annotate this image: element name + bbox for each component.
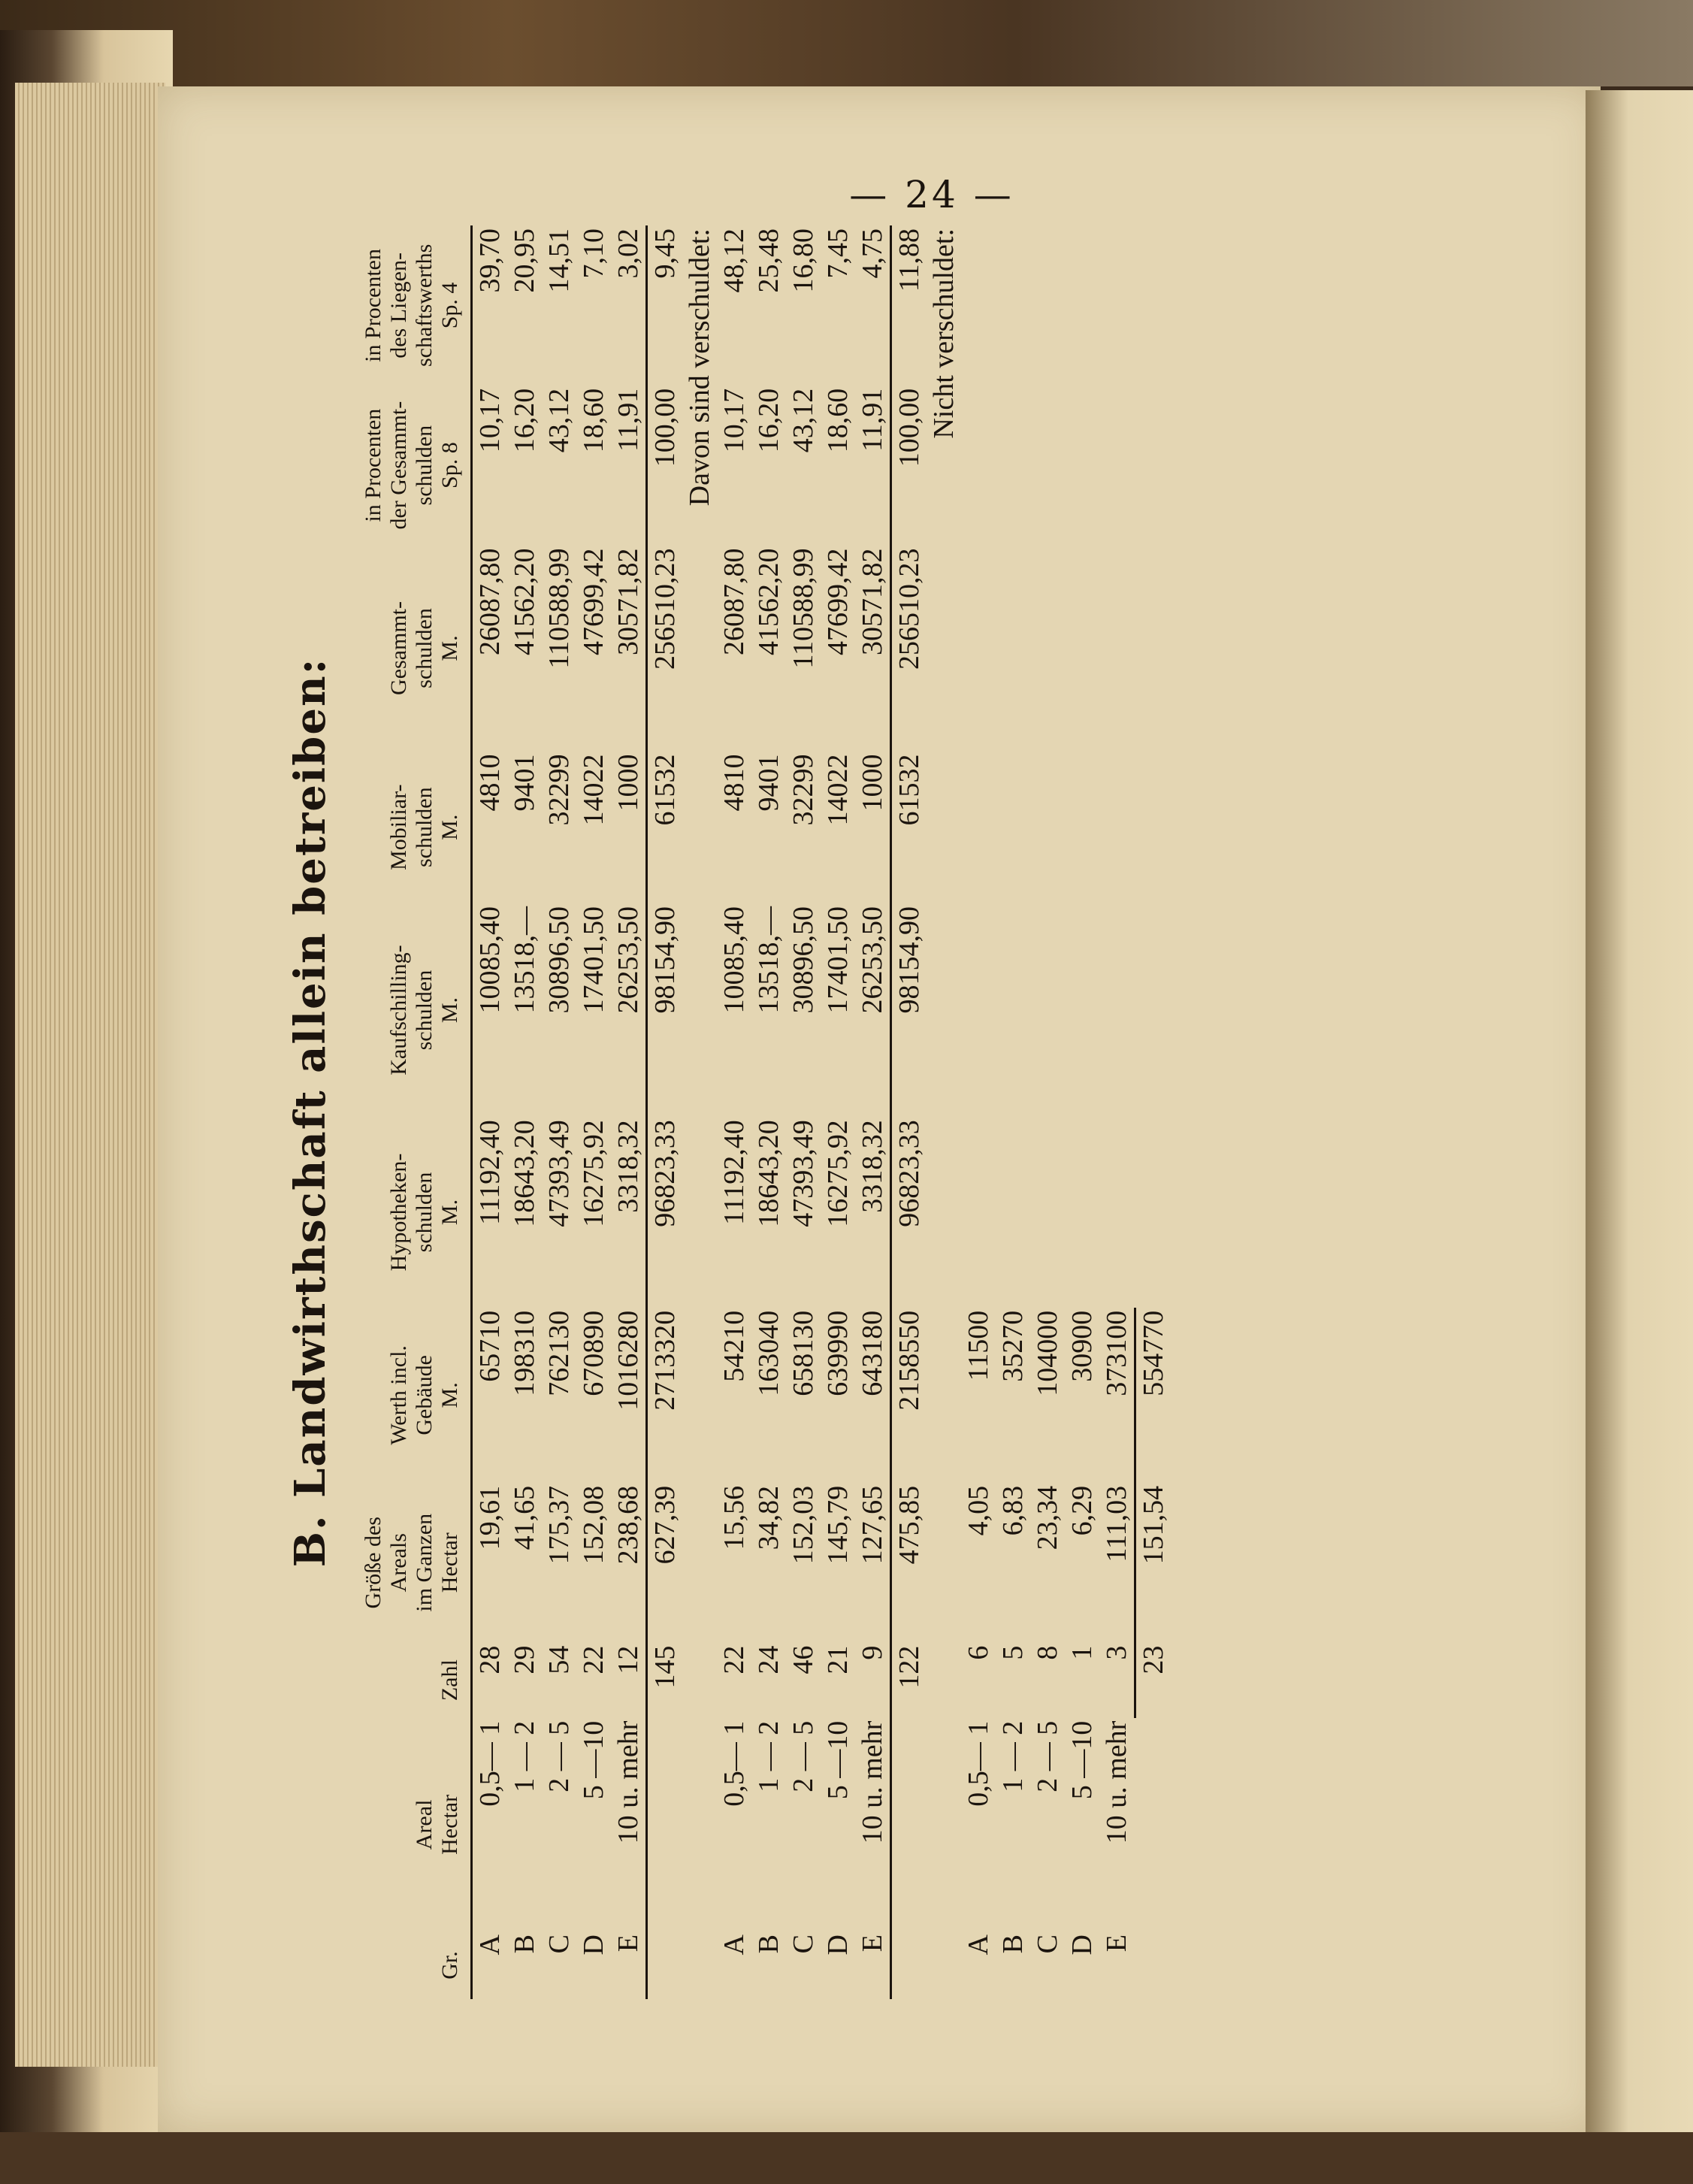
cell-mobiliar: 4810 9401 32299 14022 1000 <box>472 752 647 903</box>
total-werth: 2713320 <box>647 1308 683 1483</box>
total-grosse: 475,85 <box>891 1483 927 1643</box>
book-cover-top <box>0 0 1693 86</box>
col-header-gr: Gr. <box>437 1951 462 1980</box>
section-title: B. Landwirthschaft allein betreiben: <box>286 657 335 1568</box>
section-caption-nicht-verschuldet: Nicht verschuldet: <box>928 228 960 439</box>
total-pct-sp4: 11,88 <box>891 225 927 386</box>
cell-gr: A B C D E <box>963 1934 1132 1956</box>
total-zahl: 122 <box>891 1643 927 1718</box>
cell-pct-sp8: 10,17 16,20 43,12 18,60 11,91 <box>718 388 888 453</box>
caption-row <box>927 225 961 1999</box>
col-header-kaufschilling: Kaufschilling- schulden M. <box>386 945 462 1075</box>
page-edges <box>15 83 165 2067</box>
cell-hypothek: 11192,40 18643,20 47393,49 16275,92 3318,32 <box>472 1117 647 1308</box>
col-header-pct-sp4: in Procenten des Liegen- schaftswerths Sp. 4 <box>361 244 462 368</box>
cell-kaufschilling: 10085,40 13518,— 30896,50 17401,50 26253,50 <box>718 906 888 1014</box>
cell-grosse: 4,05 6,83 23,34 6,29 111,03 <box>963 1485 1132 1562</box>
total-grosse: 627,39 <box>647 1483 683 1643</box>
col-header-pct-sp8: in Procenten der Gesammt- schulden Sp. 8 <box>361 401 462 530</box>
caption-row <box>682 225 717 1999</box>
total-kaufschilling: 98154,90 <box>891 903 927 1117</box>
total-werth: 2158550 <box>891 1308 927 1483</box>
total-gesammt: 256510,23 <box>647 545 683 751</box>
cell-gr: A B C D E <box>718 1934 888 1956</box>
cell-grosse: 15,56 34,82 152,03 145,79 127,65 <box>718 1485 888 1565</box>
section-caption-verschuldet: Davon sind verschuldet: <box>684 228 715 507</box>
col-header-grosse: Größe des Areals im Ganzen Hectar <box>361 1513 462 1612</box>
cell-pct-sp4: 48,12 25,48 16,80 7,45 4,75 <box>718 228 888 293</box>
col-header-zahl: Zahl <box>437 1659 462 1702</box>
total-kaufschilling: 98154,90 <box>647 903 683 1117</box>
cell-gesammt: 26087,80 41562,20 110588,99 47699,42 30571,82 <box>472 545 647 751</box>
total-mobiliar: 61532 <box>891 752 927 903</box>
total-row <box>891 225 927 1999</box>
cell-mobiliar: 4810 9401 32299 14022 1000 <box>718 754 888 826</box>
col-header-gesammt: Gesammt- schulden M. <box>386 601 462 695</box>
total-grosse: 151,54 <box>1135 1483 1171 1643</box>
total-hypothek: 96823,33 <box>891 1117 927 1308</box>
cell-hypothek: 11192,40 18643,20 47393,49 16275,92 3318,32 <box>718 1120 888 1227</box>
table-row <box>717 225 891 1999</box>
cell-gesammt: 26087,80 41562,20 110588,99 47699,42 30571,82 <box>718 548 888 669</box>
cell-kaufschilling: 10085,40 13518,— 30896,50 17401,50 26253,50 <box>472 903 647 1117</box>
cell-pct-sp8: 10,17 16,20 43,12 18,60 11,91 <box>472 386 647 546</box>
total-hypothek: 96823,33 <box>647 1117 683 1308</box>
cell-areal: 0,5— 1 1 — 2 2 — 5 5 —10 10 u. mehr <box>963 1720 1132 1844</box>
table-row <box>472 225 647 1999</box>
cell-zahl: 28 29 54 22 12 <box>472 1643 647 1718</box>
page-number: — 24 — <box>849 173 1014 216</box>
cell-werth: 65710 198310 762130 670890 1016280 <box>472 1308 647 1483</box>
cell-gr: A B C D E <box>472 1931 647 1999</box>
debt-table <box>361 225 1171 1999</box>
col-header-hypothek: Hypotheken- schulden M. <box>386 1153 462 1272</box>
total-row <box>647 225 683 1999</box>
cell-zahl: 22 24 46 21 9 <box>718 1645 888 1674</box>
total-pct-sp8: 100,00 <box>891 386 927 546</box>
cell-werth: 11500 35270 104000 30900 373100 <box>963 1310 1132 1396</box>
total-werth: 554770 <box>1135 1308 1171 1483</box>
total-gesammt: 256510,23 <box>891 545 927 751</box>
facing-page <box>1586 90 1693 2184</box>
cell-zahl: 6 5 8 1 3 <box>963 1645 1132 1660</box>
col-header-mobiliar: Mobiliar- schulden M. <box>386 784 462 870</box>
total-pct-sp8: 100,00 <box>647 386 683 546</box>
cell-pct-sp4: 39,70 20,95 14,51 7,10 3,02 <box>472 225 647 386</box>
cell-areal: 0,5— 1 1 — 2 2 — 5 5 —10 10 u. mehr <box>718 1720 888 1844</box>
col-header-areal: Areal Hectar <box>412 1794 462 1855</box>
total-zahl: 145 <box>647 1643 683 1718</box>
book-cover-bottom <box>0 2132 1693 2184</box>
total-zahl: 23 <box>1135 1643 1171 1718</box>
rotated-table-block <box>278 210 1405 2014</box>
cell-areal: 0,5— 1 1 — 2 2 — 5 5 —10 10 u. mehr <box>472 1718 647 1931</box>
header-row <box>361 225 472 1999</box>
table-row <box>961 225 1135 1999</box>
total-pct-sp4: 9,45 <box>647 225 683 386</box>
total-mobiliar: 61532 <box>647 752 683 903</box>
total-row <box>1135 225 1171 1999</box>
col-header-werth: Werth incl. Gebäude M. <box>386 1345 462 1445</box>
cell-grosse: 19,61 41,65 175,37 152,08 238,68 <box>472 1483 647 1643</box>
cell-werth: 54210 163040 658130 639990 643180 <box>718 1310 888 1396</box>
